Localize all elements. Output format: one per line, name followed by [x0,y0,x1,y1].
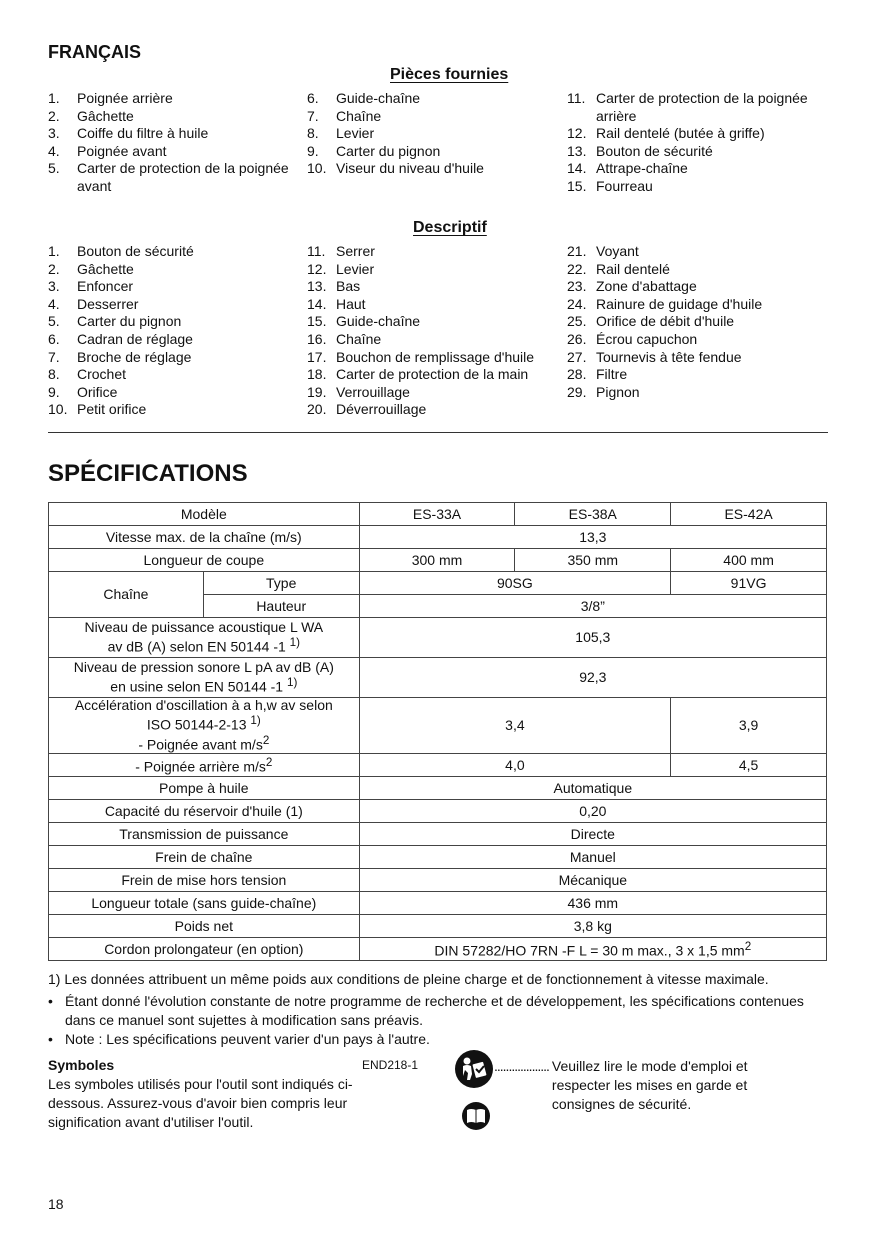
table-row [49,823,827,846]
list-item [307,401,557,419]
list-item [48,90,298,108]
item-number: 6. [48,330,60,347]
item-number: 10. [48,401,68,418]
list-item [567,366,822,384]
item-number: 12. [567,125,587,142]
pression-label [49,658,360,698]
list-item [567,278,822,296]
list-item [307,349,557,367]
list-item [567,125,822,143]
pieces-title: Pièces fournies [390,66,509,83]
item-label: Carter de protection de la main [336,366,529,383]
item-number: 27. [567,348,587,365]
vitesse-value: 13,3 [359,526,826,549]
list-item [48,349,298,367]
table-row [49,503,827,526]
squared-sup: 2 [744,940,752,954]
item-label: Gâchette [77,260,134,277]
longueur-value: 350 mm [515,549,671,572]
accel-value: 3,4 [359,698,671,754]
spec-label: Frein de mise hors tension [49,869,360,892]
item-label: Levier [336,125,375,142]
spec-label: Longueur totale (sans guide-chaîne) [49,892,360,915]
vitesse-label: Vitesse max. de la chaîne (m/s) [49,526,360,549]
symbol-leader: ................... [494,1058,549,1074]
item-label: Rainure de guidage d'huile [596,295,763,312]
table-row [49,618,827,658]
puissance-value: 105,3 [359,618,826,658]
page-number: 18 [48,1196,64,1212]
symbol-description [494,1057,794,1114]
cordon-value-text: DIN 57282/HO 7RN -F L = 30 m max., 3 x 1,5 mm [434,942,745,959]
list-item [48,143,298,161]
item-number: 22. [567,260,587,277]
list-item [48,384,298,402]
item-number: 2. [48,260,60,277]
item-number: 13. [567,142,587,159]
language-heading: FRANÇAIS [48,42,141,62]
spec-value: Directe [359,823,826,846]
item-label: Carter de protection de la poignée avant [77,160,289,194]
longueur-value: 400 mm [671,549,827,572]
type-label: Type [203,572,359,595]
arriere-label [49,754,360,777]
item-number: 26. [567,330,587,347]
manual-book-icon [462,1102,490,1130]
list-item [567,349,822,367]
bullet-item [48,1030,808,1049]
item-number: 18. [307,366,327,383]
item-label: Écrou capuchon [596,330,698,347]
descriptif-column [567,243,822,401]
item-number: 23. [567,278,587,295]
descriptif-title: Descriptif [413,219,487,236]
footnote: 1) Les données attribuent un même poids aux conditions de pleine charge et de fonctionnement à vitesse maximale. [48,971,769,987]
list-item [48,313,298,331]
item-number: 20. [307,401,327,418]
section-divider [48,432,828,433]
bullet-item [48,992,808,1030]
item-number: 15. [307,313,327,330]
pieces-column [307,90,557,178]
list-item [307,331,557,349]
item-label: Attrape-chaîne [596,160,688,177]
item-number: 1. [48,243,60,259]
item-label: Tournevis à tête fendue [596,348,742,365]
modele-label: Modèle [49,503,360,526]
item-number: 5. [48,313,60,330]
list-item [567,90,822,125]
table-row [49,754,827,777]
list-item [567,178,822,196]
footnote-ref: 1) [289,636,301,650]
table-row [49,549,827,572]
read-manual-safety-icon [455,1050,493,1088]
item-number: 21. [567,243,587,259]
list-item [307,125,557,143]
spec-value: 3,8 kg [359,915,826,938]
list-item [48,278,298,296]
spec-value: Manuel [359,846,826,869]
item-number: 4. [48,295,60,312]
spec-value: Mécanique [359,869,826,892]
item-label: Bouton de sécurité [596,142,713,159]
list-item [307,90,557,108]
item-label: Coiffe du filtre à huile [77,125,209,142]
item-number: 28. [567,366,587,383]
spec-value: 0,20 [359,800,826,823]
arriere-value: 4,0 [359,754,671,777]
type-value: 91VG [671,572,827,595]
item-label: Cadran de réglage [77,330,193,347]
longueur-value: 300 mm [359,549,515,572]
hauteur-value: 3/8” [359,595,826,618]
item-label: Verrouillage [336,383,410,400]
item-number: 29. [567,383,587,400]
item-number: 8. [307,125,319,142]
pression-label-line1: Niveau de pression sonore L pA av dB (A) [73,659,334,676]
item-number: 24. [567,295,587,312]
table-row [49,526,827,549]
list-item [307,108,557,126]
table-row [49,915,827,938]
list-item [567,384,822,402]
item-label: Carter de protection de la poignée arrière [596,90,808,124]
bullet-mark: • [48,1031,53,1047]
item-label: Zone d'abattage [596,278,697,295]
item-number: 6. [307,90,319,106]
descriptif-column [48,243,298,419]
item-number: 16. [307,330,327,347]
item-label: Broche de réglage [77,348,192,365]
cordon-value [359,938,826,961]
item-label: Orifice [77,383,118,400]
item-label: Guide-chaîne [336,313,421,330]
item-label: Viseur du niveau d'huile [336,160,484,177]
item-label: Crochet [77,366,127,383]
list-item [48,296,298,314]
puissance-label-line1: Niveau de puissance acoustique L WA [84,619,324,636]
item-label: Carter du pignon [77,313,182,330]
longueur-label: Longueur de coupe [49,549,360,572]
pieces-column [567,90,822,196]
model-cell: ES-38A [515,503,671,526]
accel-label-line2: ISO 50144-2-13 [146,717,247,733]
list-item [307,366,557,384]
item-number: 25. [567,313,587,330]
accel-label [49,698,360,754]
item-label: Filtre [596,366,628,383]
item-label: Serrer [336,243,375,259]
cordon-label: Cordon prolongateur (en option) [49,938,360,961]
bullet-list [48,992,808,1049]
item-number: 3. [48,125,60,142]
item-number: 13. [307,278,327,295]
spec-value: 436 mm [359,892,826,915]
list-item [307,384,557,402]
accel-label-line1: Accélération d'oscillation à a h,w av selon [74,697,333,714]
arriere-value: 4,5 [671,754,827,777]
item-label: Levier [336,260,375,277]
list-item [567,296,822,314]
list-item [307,143,557,161]
table-row [49,869,827,892]
item-label: Gâchette [77,107,134,124]
item-number: 9. [48,383,60,400]
item-label: Desserrer [77,295,139,312]
item-label: Chaîne [336,107,382,124]
item-label: Orifice de débit d'huile [596,313,735,330]
list-item [567,331,822,349]
item-label: Chaîne [336,330,382,347]
list-item [567,243,822,261]
pression-value: 92,3 [359,658,826,698]
table-row [49,658,827,698]
item-number: 5. [48,160,60,177]
item-label: Petit orifice [77,401,147,418]
spec-label: Poids net [49,915,360,938]
list-item [307,261,557,279]
specifications-table [48,502,827,961]
item-number: 19. [307,383,327,400]
item-number: 7. [307,107,319,124]
item-number: 11. [307,243,326,259]
item-label: Déverrouillage [336,401,427,418]
footnote-ref: 1) [250,714,261,728]
accel-value: 3,9 [671,698,827,754]
item-number: 17. [307,348,327,365]
symbol-desc-text: Veuillez lire le mode d'emploi et respecter les mises en garde et consignes de sécurité. [551,1058,748,1112]
squared-sup: 2 [265,756,273,770]
item-number: 7. [48,348,60,365]
symbols-code: END218-1 [362,1058,419,1072]
arriere-label-text: - Poignée arrière m/s [135,758,266,775]
list-item [48,366,298,384]
table-row [49,572,827,595]
list-item [307,243,557,261]
puissance-label [49,618,360,658]
table-row [49,777,827,800]
list-item [48,401,298,419]
item-number: 4. [48,142,60,159]
model-cell: ES-42A [671,503,827,526]
list-item [48,125,298,143]
symbols-title: Symboles [48,1057,115,1073]
table-row [49,800,827,823]
table-row [49,938,827,961]
list-item [307,160,557,178]
symbols-intro: Les symboles utilisés pour l'outil sont indiqués ci-dessous. Assurez-vous d'avoir bien compris leur signification avant d'utiliser l'outil. [48,1076,353,1130]
spec-label: Capacité du réservoir d'huile (1) [49,800,360,823]
item-label: Rail dentelé [596,260,670,277]
spec-label: Frein de chaîne [49,846,360,869]
item-label: Pignon [596,383,640,400]
table-row [49,846,827,869]
list-item [48,331,298,349]
spec-value: Automatique [359,777,826,800]
hauteur-label: Hauteur [203,595,359,618]
accel-label-line3: - Poignée avant m/s [138,736,263,753]
item-number: 11. [567,90,586,106]
item-label: Poignée avant [77,142,167,159]
bullet-text: Note : Les spécifications peuvent varier d'un pays à l'autre. [65,1031,430,1047]
descriptif-column [307,243,557,419]
list-item [307,296,557,314]
list-item [567,160,822,178]
squared-sup: 2 [262,734,270,747]
item-number: 12. [307,260,327,277]
spec-label: Pompe à huile [49,777,360,800]
item-label: Carter du pignon [336,142,441,159]
footnote-ref: 1) [286,676,298,690]
table-row [49,698,827,754]
list-item [567,261,822,279]
list-item [307,313,557,331]
bullet-mark: • [48,993,53,1009]
item-label: Guide-chaîne [336,90,421,106]
item-number: 14. [307,295,327,312]
item-label: Poignée arrière [77,90,173,106]
item-label: Rail dentelé (butée à griffe) [596,125,765,142]
bullet-text: Étant donné l'évolution constante de notre programme de recherche et de développement, les spécifications contenues dans ce manuel sont sujettes à modification sans préavis. [65,993,804,1028]
type-value: 90SG [359,572,671,595]
item-label: Voyant [596,243,639,259]
item-label: Fourreau [596,177,653,194]
item-number: 1. [48,90,60,106]
item-number: 3. [48,278,60,295]
item-label: Enfoncer [77,278,134,295]
chaine-label: Chaîne [49,572,204,618]
specifications-heading: SPÉCIFICATIONS [48,460,248,487]
model-cell: ES-33A [359,503,515,526]
list-item [48,108,298,126]
item-number: 8. [48,366,60,383]
pression-label-line2: en usine selon EN 50144 -1 [110,678,284,695]
item-number: 9. [307,142,319,159]
item-label: Haut [336,295,366,312]
item-number: 10. [307,160,327,177]
list-item [567,143,822,161]
item-number: 15. [567,177,587,194]
list-item [48,160,298,195]
item-number: 14. [567,160,587,177]
table-row [49,892,827,915]
item-label: Bouchon de remplissage d'huile [336,348,535,365]
item-number: 2. [48,107,60,124]
list-item [48,243,298,261]
item-label: Bouton de sécurité [77,243,194,259]
list-item [567,313,822,331]
list-item [307,278,557,296]
spec-label: Transmission de puissance [49,823,360,846]
item-label: Bas [336,278,361,295]
list-item [48,261,298,279]
pieces-column [48,90,298,196]
puissance-label-line2: av dB (A) selon EN 50144 -1 [107,638,286,655]
